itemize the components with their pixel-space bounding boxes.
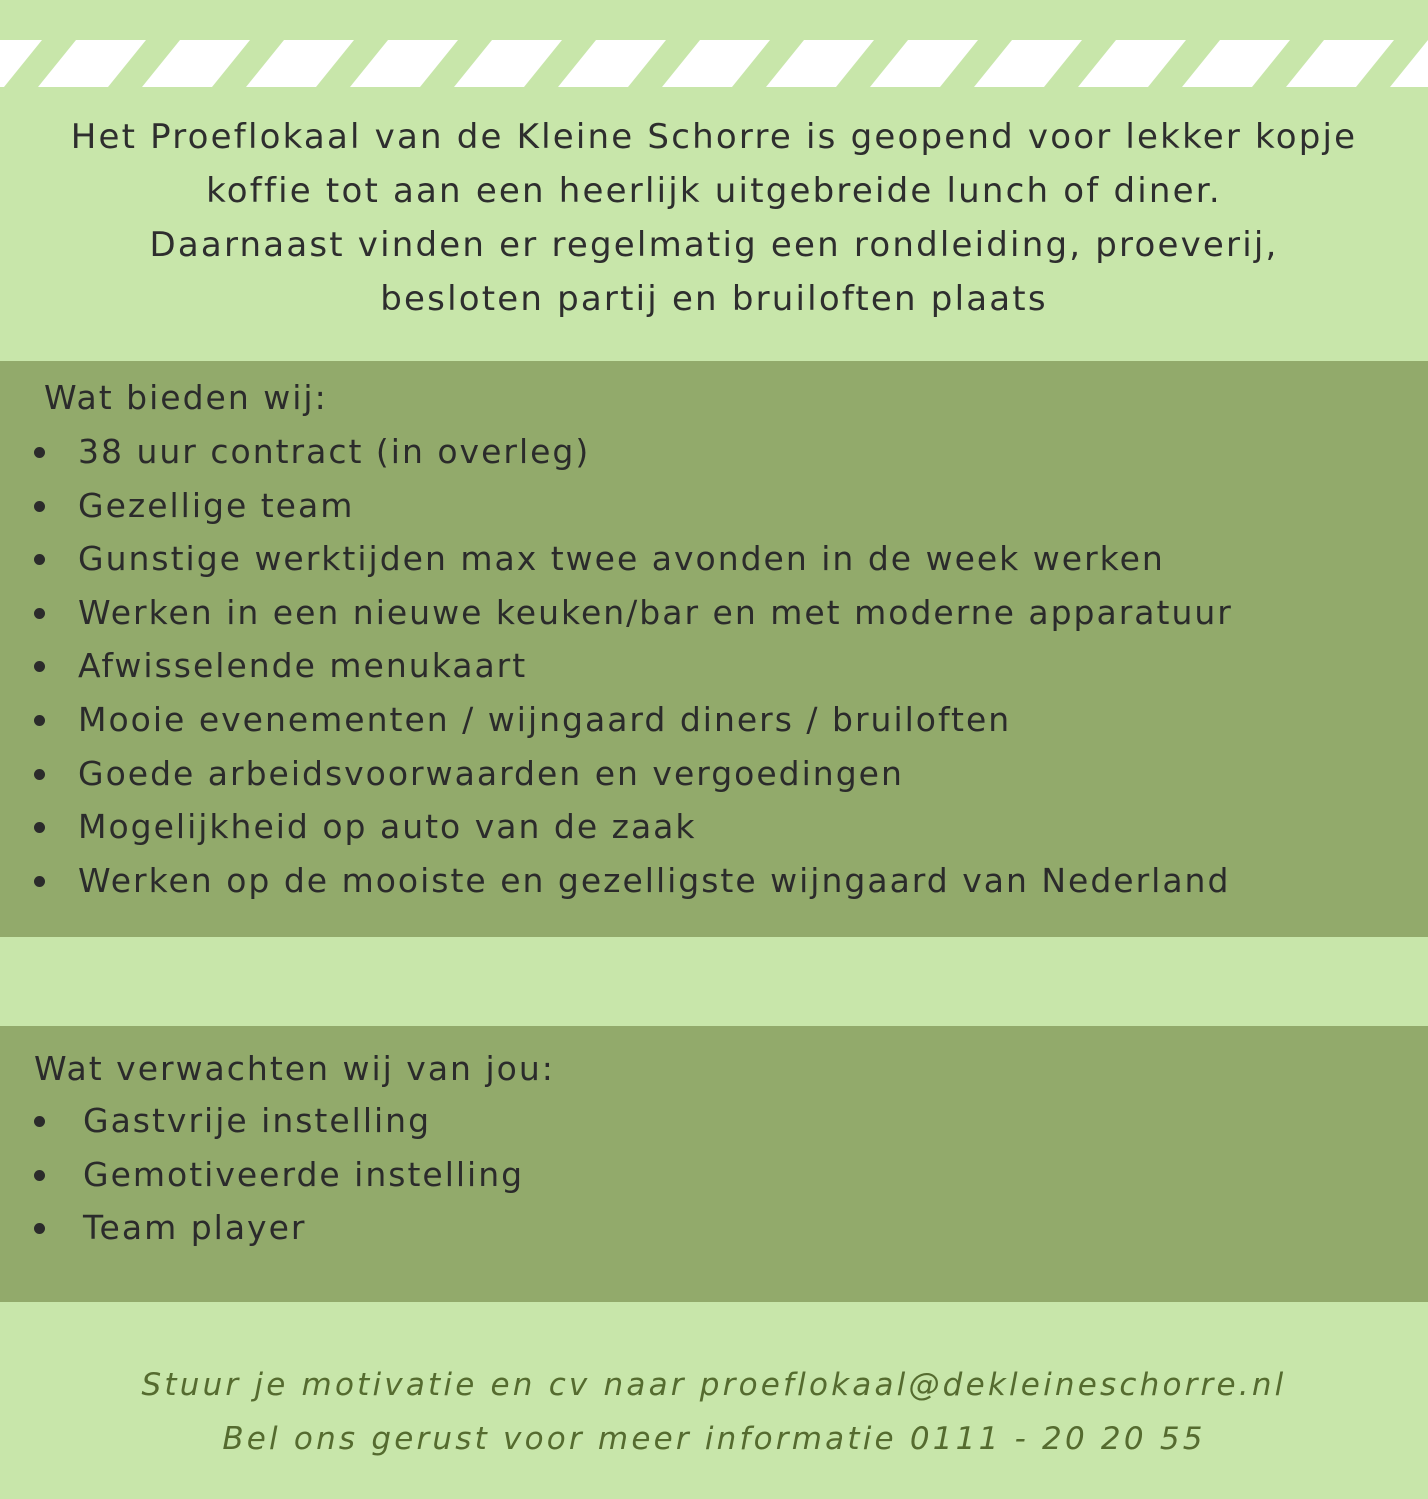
list-item	[30, 425, 1233, 479]
stripe-mark	[142, 40, 250, 87]
stripe-mark	[454, 40, 562, 87]
list-item-label: 38 uur contract (in overleg)	[78, 432, 591, 471]
offer-panel	[0, 361, 1428, 937]
bullet-icon	[34, 822, 45, 833]
stripe-mark	[38, 40, 146, 87]
list-item-label: Gezellige team	[78, 485, 355, 525]
intro-line: Het Proeflokaal van de Kleine Schorre is geopend voor lekker kopje	[70, 117, 1358, 157]
list-item	[30, 854, 1233, 908]
offer-heading: Wat bieden wij:	[44, 378, 328, 417]
stripe-mark	[1182, 40, 1290, 87]
bullet-icon	[34, 661, 45, 672]
intro-line: besloten partij en bruiloften plaats	[380, 279, 1048, 319]
stripe-mark	[870, 40, 978, 87]
intro-line: Daarnaast vinden er regelmatig een rondleiding, proeverij,	[149, 225, 1279, 265]
list-item	[30, 639, 1233, 693]
expect-panel	[0, 1026, 1428, 1302]
list-item	[30, 532, 1233, 586]
list-item	[30, 479, 1233, 533]
stripe-mark	[662, 40, 770, 87]
offer-list	[30, 425, 1233, 907]
contact-line-email: Stuur je motivatie en cv naar proeflokaal@dekleineschorre.nl	[141, 1367, 1287, 1403]
list-item	[30, 586, 1233, 640]
bullet-icon	[34, 501, 45, 512]
intro-text	[0, 110, 1428, 326]
list-item	[30, 693, 1233, 747]
bullet-icon	[34, 715, 45, 726]
bullet-icon	[34, 447, 45, 458]
list-item-label: Mogelijkheid op auto van de zaak	[78, 807, 697, 847]
contact-line-phone: Bel ons gerust voor meer informatie 0111 - 20 20 55	[222, 1421, 1206, 1457]
stripe-mark	[1390, 40, 1428, 87]
stripe-mark	[766, 40, 874, 87]
expect-list	[30, 1094, 524, 1255]
list-item-label: Mooie evenementen / wijngaard diners / bruiloften	[78, 699, 1012, 739]
stripe-mark	[1078, 40, 1186, 87]
list-item-label: Afwisselende menukaart	[78, 646, 528, 686]
bullet-icon	[34, 769, 45, 780]
bullet-icon	[34, 1170, 45, 1181]
striped-banner	[0, 40, 1428, 87]
expect-heading: Wat verwachten wij van jou:	[34, 1049, 555, 1088]
list-item-label: Gemotiveerde instelling	[83, 1154, 525, 1194]
list-item-label: Werken op de mooiste en gezelligste wijngaard van Nederland	[78, 860, 1231, 900]
list-item-label: Werken in een nieuwe keuken/bar en met moderne apparatuur	[78, 592, 1233, 632]
list-item	[30, 1201, 524, 1255]
bullet-icon	[34, 608, 45, 619]
stripe-mark	[1286, 40, 1394, 87]
list-item	[30, 1094, 524, 1148]
list-item-label: Gunstige werktijden max twee avonden in de week werken	[78, 539, 1165, 579]
list-item	[30, 1148, 524, 1202]
list-item-label: Goede arbeidsvoorwaarden en vergoedingen	[78, 753, 904, 793]
bullet-icon	[34, 554, 45, 565]
stripe-mark	[350, 40, 458, 87]
bullet-icon	[34, 1223, 45, 1234]
list-item	[30, 800, 1233, 854]
stripe-mark	[246, 40, 354, 87]
list-item-label: Gastvrije instelling	[83, 1101, 432, 1140]
list-item-label: Team player	[83, 1208, 307, 1248]
bullet-icon	[34, 876, 45, 887]
list-item	[30, 747, 1233, 801]
bullet-icon	[34, 1116, 45, 1127]
contact-footer	[0, 1358, 1428, 1466]
stripe-mark	[558, 40, 666, 87]
intro-line: koffie tot aan een heerlijk uitgebreide lunch of diner.	[206, 171, 1222, 211]
stripe-mark	[974, 40, 1082, 87]
stripe-mark	[0, 40, 42, 87]
